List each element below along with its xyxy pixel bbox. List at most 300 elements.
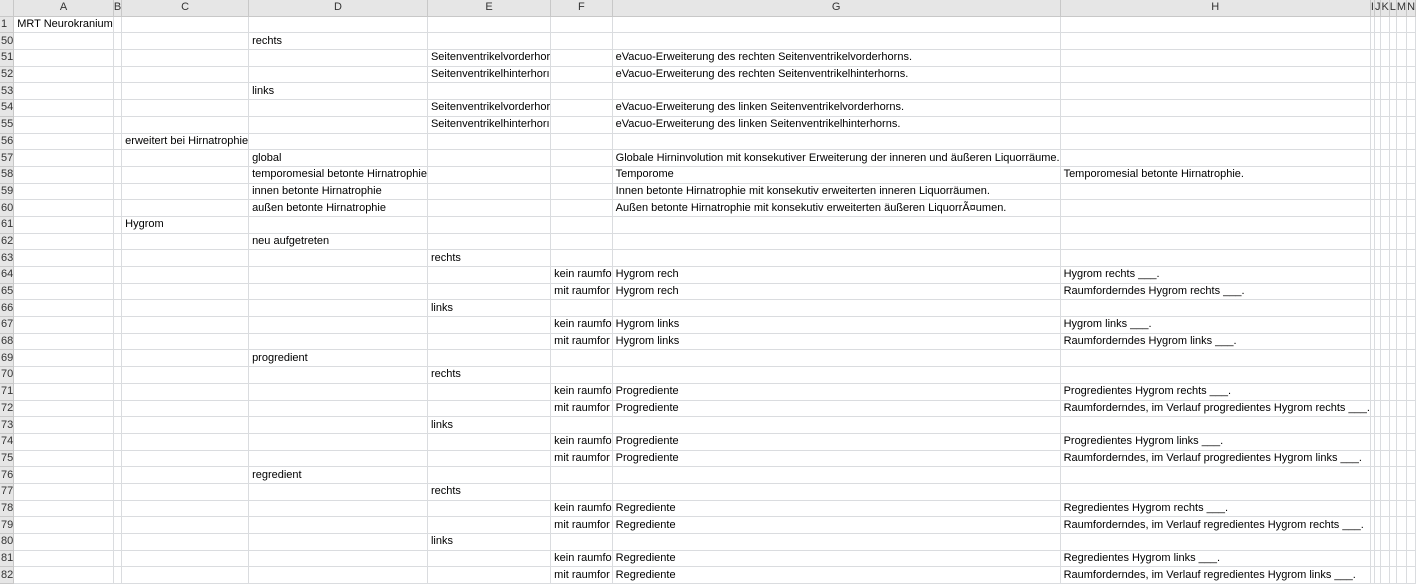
cell-c53[interactable]	[122, 83, 249, 100]
cell-h61[interactable]	[1060, 216, 1370, 233]
cell-g56[interactable]	[612, 133, 1060, 150]
row-header[interactable]: 50	[0, 33, 14, 50]
row-header[interactable]: 68	[0, 333, 14, 350]
cell-b76[interactable]	[113, 467, 121, 484]
cell-d68[interactable]	[249, 333, 428, 350]
cell-f53[interactable]	[551, 83, 612, 100]
cell-h59[interactable]	[1060, 183, 1370, 200]
cell-a68[interactable]	[14, 333, 114, 350]
cell-f66[interactable]	[551, 300, 612, 317]
cell-d77[interactable]	[249, 483, 428, 500]
row-header[interactable]: 61	[0, 216, 14, 233]
cell-c60[interactable]	[122, 200, 249, 217]
cell-k57[interactable]	[1381, 150, 1389, 167]
cell-f56[interactable]	[551, 133, 612, 150]
cell-n73[interactable]	[1407, 417, 1416, 434]
cell-g58[interactable]: Temporome	[612, 166, 1060, 183]
cell-c56[interactable]: erweitert bei Hirnatrophie	[122, 133, 249, 150]
cell-m75[interactable]	[1396, 450, 1406, 467]
cell-b58[interactable]	[113, 166, 121, 183]
cell-d70[interactable]	[249, 367, 428, 384]
cell-n50[interactable]	[1407, 33, 1416, 50]
cell-e62[interactable]	[427, 233, 550, 250]
cell-g73[interactable]	[612, 417, 1060, 434]
cell-l80[interactable]	[1389, 534, 1396, 551]
row-header[interactable]: 1	[0, 16, 14, 33]
cell-k69[interactable]	[1381, 350, 1389, 367]
cell-n67[interactable]	[1407, 317, 1416, 334]
cell-d64[interactable]	[249, 267, 428, 284]
cell-f55[interactable]	[551, 116, 612, 133]
cell-k50[interactable]	[1381, 33, 1389, 50]
cell-n71[interactable]	[1407, 383, 1416, 400]
cell-b55[interactable]	[113, 116, 121, 133]
cell-n66[interactable]	[1407, 300, 1416, 317]
cell-m68[interactable]	[1396, 333, 1406, 350]
cell-h80[interactable]	[1060, 534, 1370, 551]
cell-a1[interactable]: MRT Neurokranium	[14, 16, 114, 33]
cell-n51[interactable]	[1407, 50, 1416, 67]
cell-a82[interactable]	[14, 567, 114, 584]
cell-n82[interactable]	[1407, 567, 1416, 584]
cell-k66[interactable]	[1381, 300, 1389, 317]
cell-a63[interactable]	[14, 250, 114, 267]
cell-h76[interactable]	[1060, 467, 1370, 484]
cell-e56[interactable]	[427, 133, 550, 150]
cell-a66[interactable]	[14, 300, 114, 317]
cell-n75[interactable]	[1407, 450, 1416, 467]
cell-l72[interactable]	[1389, 400, 1396, 417]
row-header[interactable]: 80	[0, 534, 14, 551]
cell-h70[interactable]	[1060, 367, 1370, 384]
cell-m80[interactable]	[1396, 534, 1406, 551]
cell-g52[interactable]: eVacuo-Erweiterung des rechten Seitenventrikelhinterhorns.	[612, 66, 1060, 83]
column-header-j[interactable]: J	[1374, 0, 1381, 16]
cell-n1[interactable]	[1407, 16, 1416, 33]
cell-h67[interactable]: Hygrom links ___.	[1060, 317, 1370, 334]
row-header[interactable]: 75	[0, 450, 14, 467]
cell-a67[interactable]	[14, 317, 114, 334]
row-header[interactable]: 62	[0, 233, 14, 250]
cell-b79[interactable]	[113, 517, 121, 534]
cell-f51[interactable]	[551, 50, 612, 67]
cell-k68[interactable]	[1381, 333, 1389, 350]
cell-c58[interactable]	[122, 166, 249, 183]
cell-a65[interactable]	[14, 283, 114, 300]
cell-e67[interactable]	[427, 317, 550, 334]
cell-f54[interactable]	[551, 100, 612, 117]
cell-h75[interactable]: Raumforderndes, im Verlauf progredientes Hygrom links ___.	[1060, 450, 1370, 467]
cell-d59[interactable]: innen betonte Hirnatrophie	[249, 183, 428, 200]
cell-g57[interactable]: Globale Hirninvolution mit konsekutiver Erweiterung der inneren und äußeren Liquorräume.	[612, 150, 1060, 167]
cell-l63[interactable]	[1389, 250, 1396, 267]
cell-d76[interactable]: regredient	[249, 467, 428, 484]
cell-a81[interactable]	[14, 550, 114, 567]
cell-f72[interactable]: mit raumfor	[551, 400, 612, 417]
cell-m77[interactable]	[1396, 483, 1406, 500]
cell-a80[interactable]	[14, 534, 114, 551]
cell-g75[interactable]: Progrediente	[612, 450, 1060, 467]
cell-f63[interactable]	[551, 250, 612, 267]
cell-a77[interactable]	[14, 483, 114, 500]
cell-c73[interactable]	[122, 417, 249, 434]
cell-f60[interactable]	[551, 200, 612, 217]
cell-g63[interactable]	[612, 250, 1060, 267]
cell-b63[interactable]	[113, 250, 121, 267]
row-header[interactable]: 73	[0, 417, 14, 434]
cell-k56[interactable]	[1381, 133, 1389, 150]
cell-d66[interactable]	[249, 300, 428, 317]
cell-m66[interactable]	[1396, 300, 1406, 317]
cell-f57[interactable]	[551, 150, 612, 167]
cell-k78[interactable]	[1381, 500, 1389, 517]
cell-n62[interactable]	[1407, 233, 1416, 250]
cell-n68[interactable]	[1407, 333, 1416, 350]
cell-b56[interactable]	[113, 133, 121, 150]
cell-d60[interactable]: außen betonte Hirnatrophie	[249, 200, 428, 217]
row-header[interactable]: 52	[0, 66, 14, 83]
row-header[interactable]: 67	[0, 317, 14, 334]
cell-d50[interactable]: rechts	[249, 33, 428, 50]
cell-n58[interactable]	[1407, 166, 1416, 183]
cell-d67[interactable]	[249, 317, 428, 334]
cell-l57[interactable]	[1389, 150, 1396, 167]
cell-a64[interactable]	[14, 267, 114, 284]
cell-h51[interactable]	[1060, 50, 1370, 67]
cell-e59[interactable]	[427, 183, 550, 200]
cell-n74[interactable]	[1407, 433, 1416, 450]
cell-m50[interactable]	[1396, 33, 1406, 50]
cell-b50[interactable]	[113, 33, 121, 50]
cell-f75[interactable]: mit raumfor	[551, 450, 612, 467]
select-all-corner[interactable]	[0, 0, 14, 16]
cell-m53[interactable]	[1396, 83, 1406, 100]
cell-c67[interactable]	[122, 317, 249, 334]
cell-b80[interactable]	[113, 534, 121, 551]
cell-c69[interactable]	[122, 350, 249, 367]
cell-m57[interactable]	[1396, 150, 1406, 167]
cell-g82[interactable]: Regrediente	[612, 567, 1060, 584]
cell-a72[interactable]	[14, 400, 114, 417]
cell-a58[interactable]	[14, 166, 114, 183]
cell-f64[interactable]: kein raumfo	[551, 267, 612, 284]
cell-m52[interactable]	[1396, 66, 1406, 83]
cell-n72[interactable]	[1407, 400, 1416, 417]
cell-h52[interactable]	[1060, 66, 1370, 83]
cell-a51[interactable]	[14, 50, 114, 67]
cell-f1[interactable]	[551, 16, 612, 33]
cell-d72[interactable]	[249, 400, 428, 417]
cell-l65[interactable]	[1389, 283, 1396, 300]
row-header[interactable]: 74	[0, 433, 14, 450]
cell-l71[interactable]	[1389, 383, 1396, 400]
cell-g80[interactable]	[612, 534, 1060, 551]
cell-e80[interactable]: links	[427, 534, 550, 551]
cell-c61[interactable]: Hygrom	[122, 216, 249, 233]
cell-h77[interactable]	[1060, 483, 1370, 500]
cell-h68[interactable]: Raumforderndes Hygrom links ___.	[1060, 333, 1370, 350]
cell-l75[interactable]	[1389, 450, 1396, 467]
cell-e58[interactable]	[427, 166, 550, 183]
cell-g64[interactable]: Hygrom rech	[612, 267, 1060, 284]
row-header[interactable]: 63	[0, 250, 14, 267]
cell-d80[interactable]	[249, 534, 428, 551]
cell-e1[interactable]	[427, 16, 550, 33]
cell-h1[interactable]	[1060, 16, 1370, 33]
cell-g1[interactable]	[612, 16, 1060, 33]
cell-e66[interactable]: links	[427, 300, 550, 317]
cell-c74[interactable]	[122, 433, 249, 450]
cell-l51[interactable]	[1389, 50, 1396, 67]
cell-l60[interactable]	[1389, 200, 1396, 217]
cell-f82[interactable]: mit raumfor	[551, 567, 612, 584]
row-header[interactable]: 54	[0, 100, 14, 117]
cell-b57[interactable]	[113, 150, 121, 167]
cell-a79[interactable]	[14, 517, 114, 534]
cell-m59[interactable]	[1396, 183, 1406, 200]
cell-e51[interactable]: Seitenventrikelvorderhor	[427, 50, 550, 67]
cell-k80[interactable]	[1381, 534, 1389, 551]
cell-f58[interactable]	[551, 166, 612, 183]
cell-d73[interactable]	[249, 417, 428, 434]
cell-c63[interactable]	[122, 250, 249, 267]
cell-f65[interactable]: mit raumfor	[551, 283, 612, 300]
cell-b65[interactable]	[113, 283, 121, 300]
cell-e64[interactable]	[427, 267, 550, 284]
cell-m64[interactable]	[1396, 267, 1406, 284]
cell-d63[interactable]	[249, 250, 428, 267]
cell-a75[interactable]	[14, 450, 114, 467]
cell-m63[interactable]	[1396, 250, 1406, 267]
cell-b77[interactable]	[113, 483, 121, 500]
cell-a53[interactable]	[14, 83, 114, 100]
cell-n79[interactable]	[1407, 517, 1416, 534]
cell-e77[interactable]: rechts	[427, 483, 550, 500]
cell-d55[interactable]	[249, 116, 428, 133]
cell-e82[interactable]	[427, 567, 550, 584]
row-header[interactable]: 53	[0, 83, 14, 100]
cell-c50[interactable]	[122, 33, 249, 50]
column-header-d[interactable]: D	[249, 0, 428, 16]
column-header-e[interactable]: E	[427, 0, 550, 16]
cell-m81[interactable]	[1396, 550, 1406, 567]
cell-l74[interactable]	[1389, 433, 1396, 450]
row-header[interactable]: 64	[0, 267, 14, 284]
cell-a71[interactable]	[14, 383, 114, 400]
cell-h79[interactable]: Raumforderndes, im Verlauf regredientes Hygrom rechts ___.	[1060, 517, 1370, 534]
column-header-h[interactable]: H	[1060, 0, 1370, 16]
row-header[interactable]: 51	[0, 50, 14, 67]
cell-b75[interactable]	[113, 450, 121, 467]
cell-k81[interactable]	[1381, 550, 1389, 567]
cell-n60[interactable]	[1407, 200, 1416, 217]
cell-g77[interactable]	[612, 483, 1060, 500]
cell-h58[interactable]: Temporomesial betonte Hirnatrophie.	[1060, 166, 1370, 183]
cell-a78[interactable]	[14, 500, 114, 517]
cell-m55[interactable]	[1396, 116, 1406, 133]
cell-k75[interactable]	[1381, 450, 1389, 467]
cell-d61[interactable]	[249, 216, 428, 233]
cell-e52[interactable]: Seitenventrikelhinterhorı	[427, 66, 550, 83]
cell-h50[interactable]	[1060, 33, 1370, 50]
cell-a59[interactable]	[14, 183, 114, 200]
cell-b62[interactable]	[113, 233, 121, 250]
cell-m54[interactable]	[1396, 100, 1406, 117]
cell-c81[interactable]	[122, 550, 249, 567]
cell-h69[interactable]	[1060, 350, 1370, 367]
cell-c68[interactable]	[122, 333, 249, 350]
cell-h72[interactable]: Raumforderndes, im Verlauf progredientes Hygrom rechts ___.	[1060, 400, 1370, 417]
cell-h60[interactable]	[1060, 200, 1370, 217]
cell-k73[interactable]	[1381, 417, 1389, 434]
cell-g78[interactable]: Regrediente	[612, 500, 1060, 517]
cell-k65[interactable]	[1381, 283, 1389, 300]
cell-h73[interactable]	[1060, 417, 1370, 434]
cell-n61[interactable]	[1407, 216, 1416, 233]
cell-m78[interactable]	[1396, 500, 1406, 517]
cell-m79[interactable]	[1396, 517, 1406, 534]
cell-k58[interactable]	[1381, 166, 1389, 183]
cell-f68[interactable]: mit raumfor	[551, 333, 612, 350]
cell-f73[interactable]	[551, 417, 612, 434]
cell-k76[interactable]	[1381, 467, 1389, 484]
row-header[interactable]: 70	[0, 367, 14, 384]
cell-l62[interactable]	[1389, 233, 1396, 250]
cell-h56[interactable]	[1060, 133, 1370, 150]
cell-c59[interactable]	[122, 183, 249, 200]
cell-k79[interactable]	[1381, 517, 1389, 534]
cell-f52[interactable]	[551, 66, 612, 83]
cell-n63[interactable]	[1407, 250, 1416, 267]
cell-l70[interactable]	[1389, 367, 1396, 384]
cell-m1[interactable]	[1396, 16, 1406, 33]
cell-c71[interactable]	[122, 383, 249, 400]
cell-m56[interactable]	[1396, 133, 1406, 150]
cell-e71[interactable]	[427, 383, 550, 400]
cell-l56[interactable]	[1389, 133, 1396, 150]
cell-d51[interactable]	[249, 50, 428, 67]
cell-b66[interactable]	[113, 300, 121, 317]
cell-g76[interactable]	[612, 467, 1060, 484]
cell-f74[interactable]: kein raumfo	[551, 433, 612, 450]
cell-m51[interactable]	[1396, 50, 1406, 67]
cell-l69[interactable]	[1389, 350, 1396, 367]
cell-l68[interactable]	[1389, 333, 1396, 350]
cell-e63[interactable]: rechts	[427, 250, 550, 267]
row-header[interactable]: 60	[0, 200, 14, 217]
cell-l1[interactable]	[1389, 16, 1396, 33]
cell-d52[interactable]	[249, 66, 428, 83]
row-header[interactable]: 65	[0, 283, 14, 300]
cell-e60[interactable]	[427, 200, 550, 217]
cell-b54[interactable]	[113, 100, 121, 117]
cell-g74[interactable]: Progrediente	[612, 433, 1060, 450]
cell-m73[interactable]	[1396, 417, 1406, 434]
cell-m69[interactable]	[1396, 350, 1406, 367]
cell-n70[interactable]	[1407, 367, 1416, 384]
cell-c57[interactable]	[122, 150, 249, 167]
cell-g54[interactable]: eVacuo-Erweiterung des linken Seitenventrikelvorderhorns.	[612, 100, 1060, 117]
cell-h57[interactable]	[1060, 150, 1370, 167]
column-header-n[interactable]: N	[1407, 0, 1416, 16]
cell-g67[interactable]: Hygrom links	[612, 317, 1060, 334]
row-header[interactable]: 55	[0, 116, 14, 133]
row-header[interactable]: 71	[0, 383, 14, 400]
column-header-b[interactable]: B	[113, 0, 121, 16]
cell-k74[interactable]	[1381, 433, 1389, 450]
cell-b51[interactable]	[113, 50, 121, 67]
cell-l55[interactable]	[1389, 116, 1396, 133]
cell-f80[interactable]	[551, 534, 612, 551]
cell-b78[interactable]	[113, 500, 121, 517]
cell-c66[interactable]	[122, 300, 249, 317]
cell-d82[interactable]	[249, 567, 428, 584]
cell-e53[interactable]	[427, 83, 550, 100]
cell-g81[interactable]: Regrediente	[612, 550, 1060, 567]
column-header-k[interactable]: K	[1381, 0, 1389, 16]
cell-d79[interactable]	[249, 517, 428, 534]
cell-m65[interactable]	[1396, 283, 1406, 300]
cell-c1[interactable]	[122, 16, 249, 33]
cell-l81[interactable]	[1389, 550, 1396, 567]
cell-g59[interactable]: Innen betonte Hirnatrophie mit konsekutiv erweiterten inneren Liquorräumen.	[612, 183, 1060, 200]
row-header[interactable]: 76	[0, 467, 14, 484]
cell-k1[interactable]	[1381, 16, 1389, 33]
cell-l50[interactable]	[1389, 33, 1396, 50]
cell-f69[interactable]	[551, 350, 612, 367]
cell-a57[interactable]	[14, 150, 114, 167]
cell-f70[interactable]	[551, 367, 612, 384]
column-header-f[interactable]: F	[551, 0, 612, 16]
cell-b60[interactable]	[113, 200, 121, 217]
row-header[interactable]: 58	[0, 166, 14, 183]
cell-c77[interactable]	[122, 483, 249, 500]
cell-f59[interactable]	[551, 183, 612, 200]
row-header[interactable]: 79	[0, 517, 14, 534]
cell-a50[interactable]	[14, 33, 114, 50]
cell-n55[interactable]	[1407, 116, 1416, 133]
row-header[interactable]: 81	[0, 550, 14, 567]
row-header[interactable]: 57	[0, 150, 14, 167]
cell-n77[interactable]	[1407, 483, 1416, 500]
cell-m67[interactable]	[1396, 317, 1406, 334]
cell-e68[interactable]	[427, 333, 550, 350]
cell-l61[interactable]	[1389, 216, 1396, 233]
column-header-i[interactable]: I	[1370, 0, 1374, 16]
cell-b69[interactable]	[113, 350, 121, 367]
cell-c75[interactable]	[122, 450, 249, 467]
cell-c78[interactable]	[122, 500, 249, 517]
cell-f62[interactable]	[551, 233, 612, 250]
cell-g50[interactable]	[612, 33, 1060, 50]
cell-n56[interactable]	[1407, 133, 1416, 150]
cell-m74[interactable]	[1396, 433, 1406, 450]
cell-e70[interactable]: rechts	[427, 367, 550, 384]
cell-d54[interactable]	[249, 100, 428, 117]
row-header[interactable]: 78	[0, 500, 14, 517]
cell-h82[interactable]: Raumforderndes, im Verlauf regredientes Hygrom links ___.	[1060, 567, 1370, 584]
cell-a70[interactable]	[14, 367, 114, 384]
row-header[interactable]: 72	[0, 400, 14, 417]
cell-h62[interactable]	[1060, 233, 1370, 250]
cell-l52[interactable]	[1389, 66, 1396, 83]
cell-c72[interactable]	[122, 400, 249, 417]
cell-l53[interactable]	[1389, 83, 1396, 100]
cell-l66[interactable]	[1389, 300, 1396, 317]
cell-g55[interactable]: eVacuo-Erweiterung des linken Seitenventrikelhinterhorns.	[612, 116, 1060, 133]
cell-l54[interactable]	[1389, 100, 1396, 117]
cell-c80[interactable]	[122, 534, 249, 551]
